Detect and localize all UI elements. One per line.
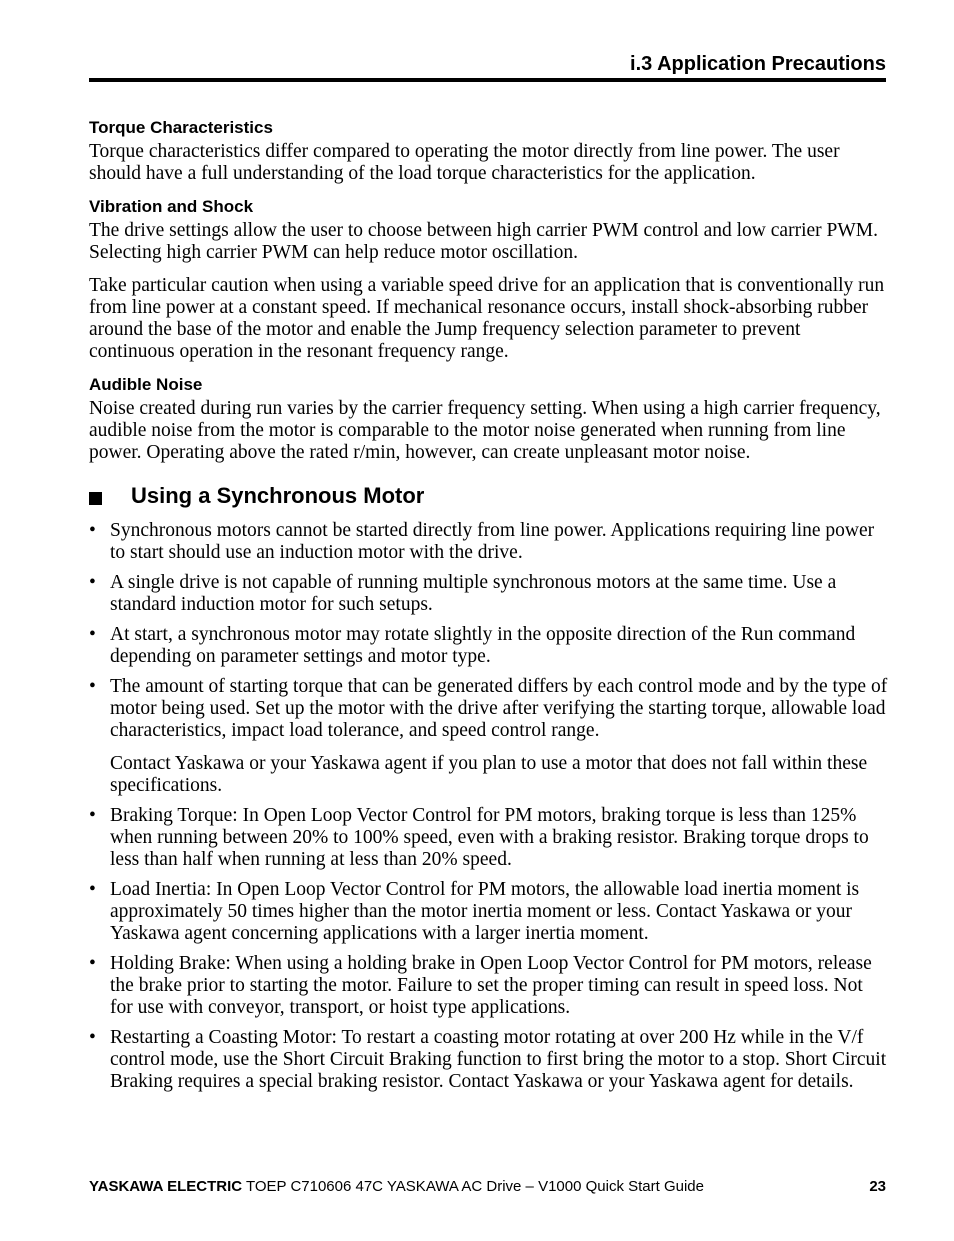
paragraph: Noise created during run varies by the carrier frequency setting. When using a high carrier frequency, audible noise from the motor is comparable to the motor noise generated when running from line power. Operating above the rated r/min, however, can create unpleasant motor noise. bbox=[89, 398, 881, 463]
list-item-text: At start, a synchronous motor may rotate slightly in the opposite direction of the Run command depending on parameter settings and motor type. bbox=[110, 624, 856, 667]
bullet-icon: • bbox=[89, 805, 96, 826]
section-title: Audible Noise bbox=[89, 375, 203, 394]
list-item bbox=[89, 879, 889, 945]
section-audible-noise bbox=[89, 374, 889, 464]
sync-motor-heading-text: Using a Synchronous Motor bbox=[131, 483, 425, 508]
list-item-text: A single drive is not capable of running multiple synchronous motors at the same time. Use a standard induction motor for such setups. bbox=[110, 572, 837, 615]
bullet-icon: • bbox=[89, 676, 96, 697]
sync-motor-heading bbox=[89, 482, 889, 510]
square-bullet-icon bbox=[89, 492, 102, 505]
list-item-text: Braking Torque: In Open Loop Vector Control for PM motors, braking torque is less than 125% when running between 20% to 100% speed, even with a braking resistor. Braking torque drops to less than half when running at less than 20% speed. bbox=[110, 805, 869, 870]
footer-doc-title: TOEP C710606 47C YASKAWA AC Drive – V1000 Quick Start Guide bbox=[242, 1178, 704, 1195]
bullet-icon: • bbox=[89, 572, 96, 593]
page-content bbox=[89, 117, 889, 1101]
list-item bbox=[89, 1027, 889, 1093]
paragraph: The drive settings allow the user to choose between high carrier PWM control and low carrier PWM. Selecting high carrier PWM can help reduce motor oscillation. bbox=[89, 220, 878, 263]
bullet-icon: • bbox=[89, 953, 96, 974]
list-item-text: The amount of starting torque that can be generated differs by each control mode and by the type of motor being used. Set up the motor with the drive after verifying the starting torque, allowable load characteristics, impact load tolerance, and speed control range. bbox=[110, 676, 888, 741]
sync-motor-list-2 bbox=[89, 805, 889, 1093]
list-item bbox=[89, 805, 889, 871]
section-title: Vibration and Shock bbox=[89, 197, 254, 216]
list-item-text: Restarting a Coasting Motor: To restart a coasting motor rotating at over 200 Hz while in the V/f control mode, use the Short Circuit Braking function to first bring the motor to a stop. Short Circuit Braking requires a special braking resistor. Contact Yaskawa or your Yaskawa agent for details. bbox=[110, 1027, 887, 1092]
paragraph: Take particular caution when using a variable speed drive for an application that is conventionally run from line power at a constant speed. If mechanical resonance occurs, install shock-absorbing rubber around the base of the motor and enable the Jump frequency selection parameter to prevent continuous operation in the resonant frequency range. bbox=[89, 275, 885, 362]
list-item bbox=[89, 624, 889, 668]
list-item-text: Synchronous motors cannot be started directly from line power. Applications requiring line power to start should use an induction motor with the drive. bbox=[110, 520, 875, 563]
list-item-text: Load Inertia: In Open Loop Vector Control for PM motors, the allowable load inertia moment is approximately 50 times higher than the motor inertia moment or less. Contact Yaskawa or your Yaskawa agent concerning applications with a larger inertia moment. bbox=[110, 879, 860, 944]
footer-doc-info bbox=[89, 1177, 704, 1197]
sync-motor-list bbox=[89, 520, 889, 742]
list-item bbox=[89, 572, 889, 616]
contact-note: Contact Yaskawa or your Yaskawa agent if you plan to use a motor that does not fall within these specifications. bbox=[110, 753, 868, 796]
list-item-text: Holding Brake: When using a holding brake in Open Loop Vector Control for PM motors, release the brake prior to starting the motor. Failure to set the proper timing can result in speed loss. Not for use with conveyor, transport, or hoist type applications. bbox=[110, 953, 872, 1018]
bullet-icon: • bbox=[89, 624, 96, 645]
list-item bbox=[89, 953, 889, 1019]
list-item bbox=[89, 520, 889, 564]
list-item bbox=[89, 676, 889, 742]
page-footer bbox=[89, 1177, 886, 1197]
header-rule bbox=[89, 78, 886, 82]
bullet-icon: • bbox=[89, 879, 96, 900]
section-title: Torque Characteristics bbox=[89, 118, 273, 137]
section-torque bbox=[89, 117, 889, 185]
paragraph: Torque characteristics differ compared to operating the motor directly from line power. The user should have a full understanding of the load torque characteristics for the application. bbox=[89, 141, 840, 184]
footer-brand: YASKAWA ELECTRIC bbox=[89, 1178, 243, 1195]
page-header-title: i.3 Application Precautions bbox=[630, 53, 886, 75]
section-vibration bbox=[89, 196, 889, 363]
page-number: 23 bbox=[869, 1178, 886, 1195]
bullet-icon: • bbox=[89, 520, 96, 541]
bullet-icon: • bbox=[89, 1027, 96, 1048]
